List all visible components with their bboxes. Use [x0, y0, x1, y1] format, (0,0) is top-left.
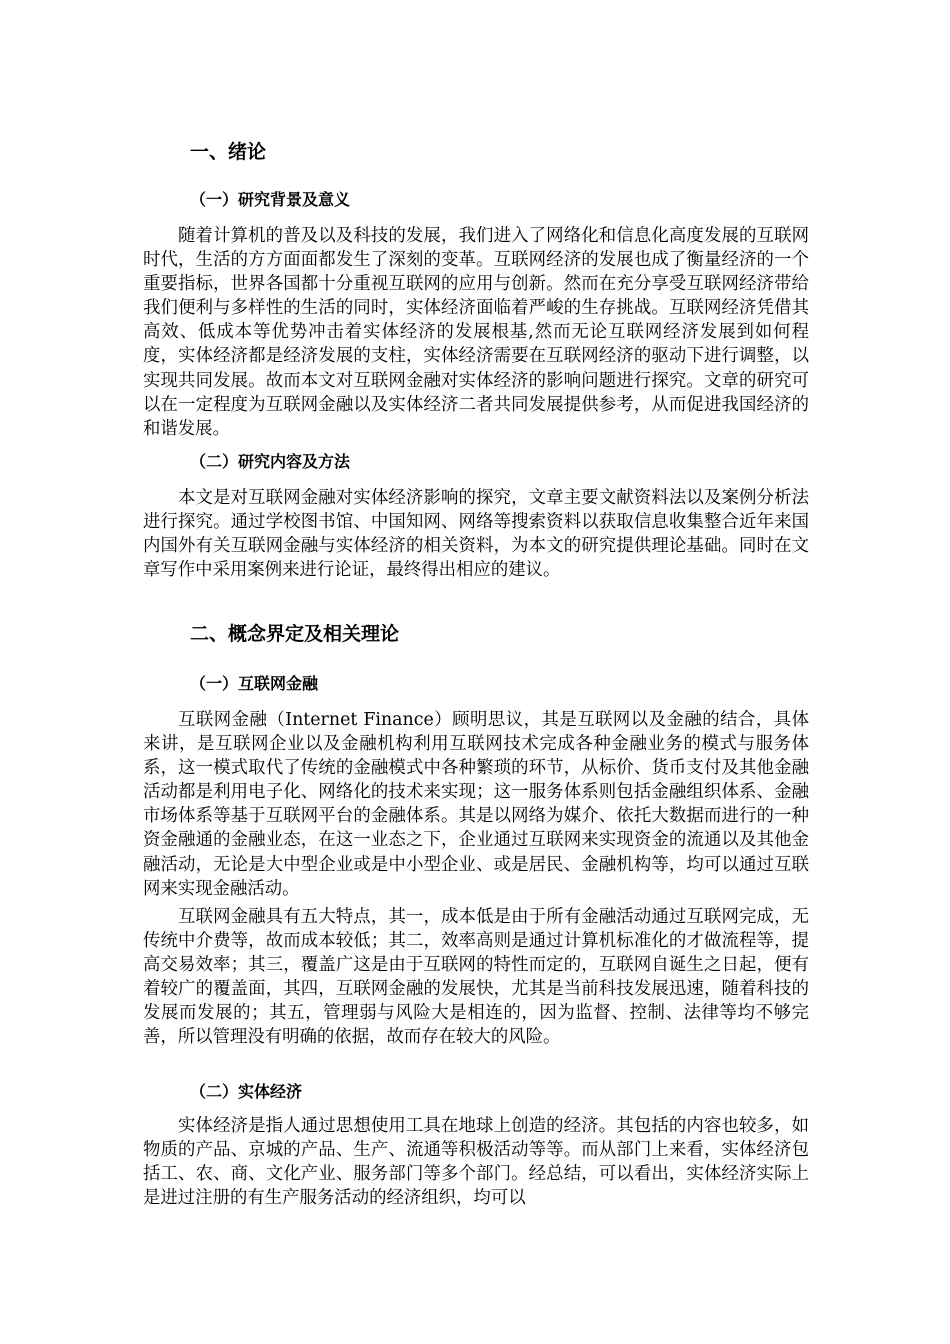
subsection-heading-background: （一）研究背景及意义 [190, 190, 351, 209]
paragraph-real-economy: 实体经济是指人通过思想使用工具在地球上创造的经济。其包括的内容也较多，如物质的产品、京城的产品、生产、流通等积极活动等等。而从部门上来看，实体经济包括工、农、商、文化产业、服务部门等多个部门。经总结，可以看出，实体经济实际上是进过注册的有生产服务活动的经济组织，均可以 [143, 1116, 809, 1209]
paragraph-background: 随着计算机的普及以及科技的发展，我们进入了网络化和信息化高度发展的互联网时代，生活的方方面面都发生了深刻的变革。互联网经济的发展也成了衡量经济的一个重要指标，世界各国都十分重视互联网的应用与创新。然而在充分享受互联网经济带给我们便利与多样性的生活的同时，实体经济面临着严峻的生存挑战。互联网经济凭借其高效、低成本等优势冲击着实体经济的发展根基,然而无论互联网经济发展到如何程度，实体经济都是经济发展的支柱，实体经济需要在互联网经济的驱动下进行调整，以实现共同发展。故而本文对互联网金融对实体经济的影响问题进行探究。文章的研究可以在一定程度为互联网金融以及实体经济二者共同发展提供参考，从而促进我国经济的和谐发展。 [143, 226, 809, 439]
paragraph-internet-finance-definition: 互联网金融（Internet Finance）顾明思议，其是互联网以及金融的结合，具体来讲，是互联网企业以及金融机构利用互联网技术完成各种金融业务的模式与服务体系，这一模式取代了传统的金融模式中各种繁琐的环节，从标价、货币支付及其他金融活动都是利用电子化、网络化的技术来实现；这一服务体系则包括金融组织体系、金融市场体系等基于互联网平台的金融体系。其是以网络为媒介、依托大数据而进行的一种资金融通的金融业态，在这一业态之下，企业通过互联网来实现资金的流通以及其他金融活动，无论是大中型企业或是中小型企业、或是居民、金融机构等，均可以通过互联网来实现金融活动。 [143, 710, 809, 899]
paragraph-internet-finance-features: 互联网金融具有五大特点，其一，成本低是由于所有金融活动通过互联网完成，无传统中介费等，故而成本较低；其二，效率高则是通过计算机标准化的才做流程等，提高交易效率；其三，覆盖广这是由于互联网的特性而定的，互联网自诞生之日起，便有着较广的覆盖面，其四，互联网金融的发展快，尤其是当前科技发展迅速，随着科技的发展而发展的；其五，管理弱与风险大是相连的，因为监督、控制、法律等均不够完善，所以管理没有明确的依据，故而存在较大的风险。 [143, 907, 809, 1048]
subsection-heading-methods: （二）研究内容及方法 [190, 452, 351, 471]
subsection-heading-internet-finance: （一）互联网金融 [190, 674, 319, 693]
section-heading-concepts: 二、概念界定及相关理论 [190, 623, 400, 645]
subsection-heading-real-economy: （二）实体经济 [190, 1082, 303, 1101]
paragraph-methods: 本文是对互联网金融对实体经济影响的探究，文章主要文献资料法以及案例分析法进行探究。通过学校图书馆、中国知网、网络等搜索资料以获取信息收集整合近年来国内国外有关互联网金融与实体经济的相关资料，为本文的研究提供理论基础。同时在文章写作中采用案例来进行论证，最终得出相应的建议。 [143, 488, 809, 581]
section-heading-introduction: 一、绪论 [190, 141, 267, 163]
